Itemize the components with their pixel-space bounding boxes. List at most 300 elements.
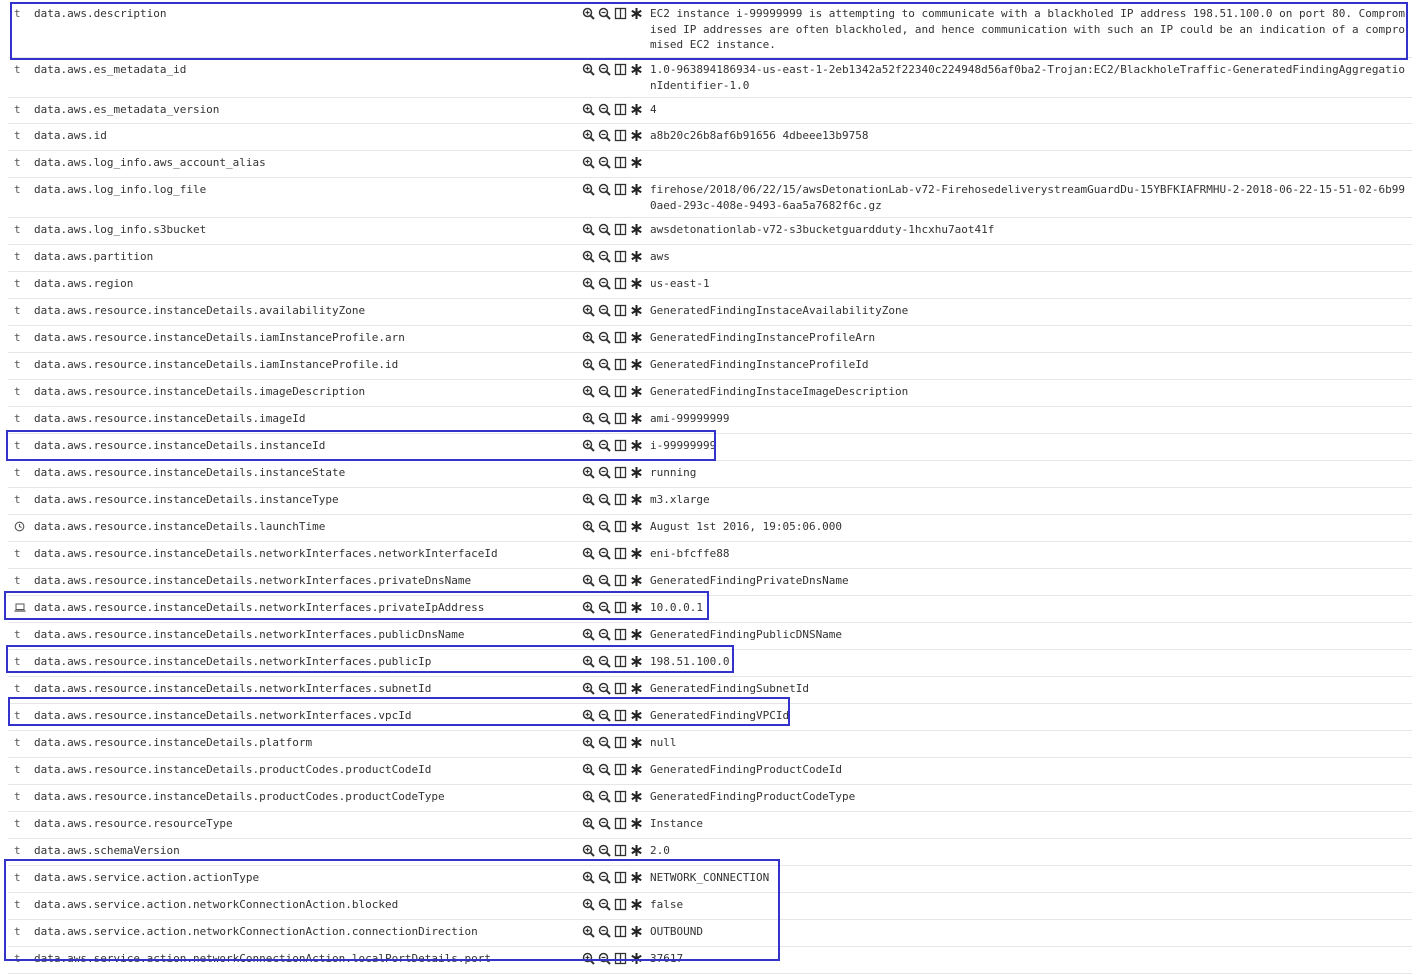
filter-for-value-icon[interactable] (582, 547, 595, 560)
filter-out-value-icon[interactable] (598, 250, 611, 263)
table-row (8, 218, 1412, 245)
field-type-cell (8, 596, 34, 618)
string-type-icon: t (14, 628, 21, 641)
filter-out-value-icon[interactable] (598, 385, 611, 398)
field-name: data.aws.log_info.log_file (34, 183, 207, 196)
field-name: data.aws.resource.instanceDetails.networkInterfaces.publicIp (34, 655, 432, 668)
filter-exists-icon[interactable] (630, 63, 643, 76)
field-type-cell (8, 124, 34, 144)
string-type-icon: t (14, 223, 21, 236)
field-value: EC2 instance i-99999999 is attempting to communicate with a blackholed IP address 198.51.100.0 on port 80. Compromised IP addresses are often blackholed, and hence communication with such an IP could be an indication of a compromised EC2 instance. (650, 7, 1405, 51)
filter-exists-icon[interactable] (630, 628, 643, 641)
field-type-cell (8, 380, 34, 400)
toggle-column-icon[interactable] (614, 763, 627, 776)
toggle-column-icon[interactable] (614, 304, 627, 317)
filter-out-value-icon[interactable] (598, 412, 611, 425)
filter-exists-icon[interactable] (630, 439, 643, 452)
string-type-icon: t (14, 331, 21, 344)
field-name: data.aws.log_info.s3bucket (34, 223, 207, 236)
toggle-column-icon[interactable] (614, 331, 627, 344)
filter-out-value-icon[interactable] (598, 223, 611, 236)
field-actions (582, 245, 650, 263)
field-actions (582, 542, 650, 560)
field-type-cell (8, 98, 34, 118)
field-value: GeneratedFindingSubnetId (650, 682, 809, 695)
field-type-cell (8, 920, 34, 940)
filter-for-value-icon[interactable] (582, 183, 595, 196)
filter-exists-icon[interactable] (630, 763, 643, 776)
table-row (8, 650, 1412, 677)
filter-for-value-icon[interactable] (582, 7, 595, 20)
table-row (8, 947, 1412, 974)
table-row (8, 677, 1412, 704)
filter-out-value-icon[interactable] (598, 493, 611, 506)
filter-out-value-icon[interactable] (598, 466, 611, 479)
field-value: ami-99999999 (650, 412, 730, 425)
field-actions (582, 407, 650, 425)
field-type-cell (8, 785, 34, 805)
string-type-icon: t (14, 385, 21, 398)
filter-exists-icon[interactable] (630, 250, 643, 263)
filter-exists-icon[interactable] (630, 520, 643, 533)
toggle-column-icon[interactable] (614, 412, 627, 425)
field-name: data.aws.resource.instanceDetails.availabilityZone (34, 304, 366, 317)
toggle-column-icon[interactable] (614, 466, 627, 479)
filter-exists-icon[interactable] (630, 129, 643, 142)
toggle-column-icon[interactable] (614, 223, 627, 236)
table-row (8, 488, 1412, 515)
field-actions (582, 704, 650, 722)
string-type-icon: t (14, 736, 21, 749)
table-row (8, 2, 1412, 58)
field-actions (582, 380, 650, 398)
filter-exists-icon[interactable] (630, 655, 643, 668)
table-row (8, 58, 1412, 98)
field-type-cell (8, 515, 34, 537)
field-value: firehose/2018/06/22/15/awsDetonationLab-v72-FirehosedeliverystreamGuardDu-15YBFKIAFRMHU-2-2018-06-22-15-51-02-6b990aed-293c-408e-9493-6aa5a7682f6c.gz (650, 183, 1405, 212)
field-name: data.aws.log_info.aws_account_alias (34, 156, 266, 169)
filter-for-value-icon[interactable] (582, 925, 595, 938)
filter-for-value-icon[interactable] (582, 103, 595, 116)
field-name: data.aws.resource.instanceDetails.instanceType (34, 493, 339, 506)
field-actions (582, 151, 650, 169)
filter-exists-icon[interactable] (630, 156, 643, 169)
toggle-column-icon[interactable] (614, 871, 627, 884)
filter-for-value-icon[interactable] (582, 304, 595, 317)
field-value: 37617 (650, 952, 684, 965)
filter-for-value-icon[interactable] (582, 129, 595, 142)
table-row (8, 461, 1412, 488)
string-type-icon: t (14, 547, 21, 560)
filter-exists-icon[interactable] (630, 358, 643, 371)
toggle-column-icon[interactable] (614, 250, 627, 263)
filter-for-value-icon[interactable] (582, 412, 595, 425)
filter-out-value-icon[interactable] (598, 682, 611, 695)
field-name: data.aws.service.action.networkConnectionAction.localPortDetails.port (34, 952, 491, 965)
filter-exists-icon[interactable] (630, 547, 643, 560)
field-actions (582, 461, 650, 479)
field-type-cell (8, 353, 34, 373)
filter-exists-icon[interactable] (630, 817, 643, 830)
toggle-column-icon[interactable] (614, 63, 627, 76)
field-name: data.aws.es_metadata_version (34, 103, 220, 116)
field-type-cell (8, 758, 34, 778)
string-type-icon: t (14, 763, 21, 776)
field-actions (582, 2, 650, 20)
table-row (8, 178, 1412, 218)
field-name: data.aws.resource.instanceDetails.productCodes.productCodeType (34, 790, 445, 803)
table-row (8, 434, 1412, 461)
filter-for-value-icon[interactable] (582, 493, 595, 506)
filter-exists-icon[interactable] (630, 871, 643, 884)
toggle-column-icon[interactable] (614, 790, 627, 803)
laptop-icon (14, 602, 26, 613)
string-type-icon: t (14, 439, 21, 452)
filter-out-value-icon[interactable] (598, 277, 611, 290)
filter-out-value-icon[interactable] (598, 898, 611, 911)
field-type-cell (8, 407, 34, 427)
filter-exists-icon[interactable] (630, 682, 643, 695)
filter-for-value-icon[interactable] (582, 358, 595, 371)
filter-exists-icon[interactable] (630, 493, 643, 506)
toggle-column-icon[interactable] (614, 655, 627, 668)
toggle-column-icon[interactable] (614, 7, 627, 20)
filter-exists-icon[interactable] (630, 709, 643, 722)
filter-exists-icon[interactable] (630, 183, 643, 196)
string-type-icon: t (14, 682, 21, 695)
table-row (8, 893, 1412, 920)
filter-out-value-icon[interactable] (598, 925, 611, 938)
filter-for-value-icon[interactable] (582, 898, 595, 911)
field-name: data.aws.resource.instanceDetails.platform (34, 736, 313, 749)
table-row (8, 353, 1412, 380)
field-actions (582, 326, 650, 344)
field-actions (582, 353, 650, 371)
toggle-column-icon[interactable] (614, 520, 627, 533)
table-row (8, 124, 1412, 151)
field-actions (582, 58, 650, 76)
filter-for-value-icon[interactable] (582, 250, 595, 263)
field-value: NETWORK_CONNECTION (650, 871, 770, 884)
field-type-cell (8, 623, 34, 643)
field-value: awsdetonationlab-v72-s3bucketguardduty-1hcxhu7aot41f (650, 223, 995, 236)
filter-exists-icon[interactable] (630, 223, 643, 236)
table-row (8, 272, 1412, 299)
field-value: GeneratedFindingProductCodeId (650, 763, 843, 776)
table-row (8, 326, 1412, 353)
filter-for-value-icon[interactable] (582, 763, 595, 776)
filter-exists-icon[interactable] (630, 331, 643, 344)
table-row (8, 515, 1412, 542)
field-name: data.aws.resource.instanceDetails.launchTime (34, 520, 326, 533)
field-name: data.aws.id (34, 129, 107, 142)
field-value: a8b20c26b8af6b91656 4dbeee13b9758 (650, 129, 869, 142)
field-type-cell (8, 677, 34, 697)
filter-for-value-icon[interactable] (582, 952, 595, 965)
string-type-icon: t (14, 898, 21, 911)
field-actions (582, 178, 650, 196)
toggle-column-icon[interactable] (614, 493, 627, 506)
filter-for-value-icon[interactable] (582, 439, 595, 452)
filter-out-value-icon[interactable] (598, 736, 611, 749)
filter-exists-icon[interactable] (630, 466, 643, 479)
field-name: data.aws.resource.instanceDetails.productCodes.productCodeId (34, 763, 432, 776)
field-type-cell (8, 650, 34, 670)
filter-for-value-icon[interactable] (582, 156, 595, 169)
filter-for-value-icon[interactable] (582, 466, 595, 479)
field-type-cell (8, 488, 34, 508)
toggle-column-icon[interactable] (614, 574, 627, 587)
filter-for-value-icon[interactable] (582, 736, 595, 749)
field-value: us-east-1 (650, 277, 710, 290)
field-value: GeneratedFindingInstaceImageDescription (650, 385, 909, 398)
string-type-icon: t (14, 466, 21, 479)
filter-for-value-icon[interactable] (582, 790, 595, 803)
field-actions (582, 866, 650, 884)
field-value: GeneratedFindingInstanceProfileId (650, 358, 869, 371)
table-row (8, 839, 1412, 866)
filter-out-value-icon[interactable] (598, 183, 611, 196)
table-row (8, 623, 1412, 650)
table-row (8, 758, 1412, 785)
table-row (8, 785, 1412, 812)
field-name: data.aws.resource.instanceDetails.networkInterfaces.networkInterfaceId (34, 547, 498, 560)
field-value: i-99999999 (650, 439, 717, 452)
string-type-icon: t (14, 156, 21, 169)
string-type-icon: t (14, 250, 21, 263)
filter-exists-icon[interactable] (630, 601, 643, 614)
field-type-cell (8, 326, 34, 346)
filter-out-value-icon[interactable] (598, 331, 611, 344)
field-actions (582, 731, 650, 749)
field-name: data.aws.resource.instanceDetails.instanceState (34, 466, 346, 479)
field-name: data.aws.partition (34, 250, 154, 263)
field-actions (582, 218, 650, 236)
field-value: false (650, 898, 684, 911)
field-value: null (650, 736, 677, 749)
filter-out-value-icon[interactable] (598, 129, 611, 142)
filter-out-value-icon[interactable] (598, 304, 611, 317)
field-value: GeneratedFindingProductCodeType (650, 790, 856, 803)
table-row (8, 731, 1412, 758)
string-type-icon: t (14, 709, 21, 722)
field-value: August 1st 2016, 19:05:06.000 (650, 520, 843, 533)
toggle-column-icon[interactable] (614, 925, 627, 938)
field-type-cell (8, 178, 34, 198)
field-actions (582, 650, 650, 668)
filter-exists-icon[interactable] (630, 844, 643, 857)
filter-out-value-icon[interactable] (598, 547, 611, 560)
filter-exists-icon[interactable] (630, 790, 643, 803)
filter-for-value-icon[interactable] (582, 817, 595, 830)
filter-exists-icon[interactable] (630, 385, 643, 398)
filter-out-value-icon[interactable] (598, 63, 611, 76)
field-value: GeneratedFindingPrivateDnsName (650, 574, 849, 587)
field-type-cell (8, 58, 34, 78)
filter-for-value-icon[interactable] (582, 682, 595, 695)
toggle-column-icon[interactable] (614, 103, 627, 116)
filter-exists-icon[interactable] (630, 7, 643, 20)
string-type-icon: t (14, 844, 21, 857)
field-actions (582, 677, 650, 695)
string-type-icon: t (14, 493, 21, 506)
field-name: data.aws.region (34, 277, 134, 290)
filter-for-value-icon[interactable] (582, 331, 595, 344)
field-actions (582, 785, 650, 803)
field-name: data.aws.resource.instanceDetails.iamInstanceProfile.id (34, 358, 399, 371)
filter-for-value-icon[interactable] (582, 871, 595, 884)
filter-out-value-icon[interactable] (598, 103, 611, 116)
field-value: 2.0 (650, 844, 670, 857)
field-type-cell (8, 2, 34, 22)
field-name: data.aws.resource.instanceDetails.imageDescription (34, 385, 366, 398)
field-type-cell (8, 731, 34, 751)
field-value: Instance (650, 817, 703, 830)
field-name: data.aws.es_metadata_id (34, 63, 187, 76)
field-name: data.aws.resource.instanceDetails.imageId (34, 412, 306, 425)
filter-out-value-icon[interactable] (598, 817, 611, 830)
filter-exists-icon[interactable] (630, 574, 643, 587)
filter-exists-icon[interactable] (630, 736, 643, 749)
field-actions (582, 299, 650, 317)
filter-out-value-icon[interactable] (598, 763, 611, 776)
filter-exists-icon[interactable] (630, 952, 643, 965)
string-type-icon: t (14, 183, 21, 196)
filter-out-value-icon[interactable] (598, 7, 611, 20)
string-type-icon: t (14, 925, 21, 938)
toggle-column-icon[interactable] (614, 385, 627, 398)
table-row (8, 569, 1412, 596)
string-type-icon: t (14, 103, 21, 116)
filter-out-value-icon[interactable] (598, 709, 611, 722)
filter-exists-icon[interactable] (630, 412, 643, 425)
string-type-icon: t (14, 655, 21, 668)
filter-out-value-icon[interactable] (598, 520, 611, 533)
field-type-cell (8, 218, 34, 238)
filter-out-value-icon[interactable] (598, 439, 611, 452)
toggle-column-icon[interactable] (614, 601, 627, 614)
field-type-cell (8, 893, 34, 913)
filter-for-value-icon[interactable] (582, 574, 595, 587)
toggle-column-icon[interactable] (614, 547, 627, 560)
filter-exists-icon[interactable] (630, 898, 643, 911)
toggle-column-icon[interactable] (614, 183, 627, 196)
table-row (8, 920, 1412, 947)
field-type-cell (8, 812, 34, 832)
filter-for-value-icon[interactable] (582, 385, 595, 398)
filter-out-value-icon[interactable] (598, 655, 611, 668)
filter-out-value-icon[interactable] (598, 871, 611, 884)
table-row (8, 151, 1412, 178)
field-name: data.aws.service.action.actionType (34, 871, 260, 884)
table-row (8, 380, 1412, 407)
filter-for-value-icon[interactable] (582, 223, 595, 236)
document-fields-table (8, 2, 1412, 974)
filter-out-value-icon[interactable] (598, 952, 611, 965)
filter-exists-icon[interactable] (630, 277, 643, 290)
field-name: data.aws.description (34, 7, 167, 20)
filter-out-value-icon[interactable] (598, 628, 611, 641)
field-value: 198.51.100.0 (650, 655, 730, 668)
toggle-column-icon[interactable] (614, 817, 627, 830)
toggle-column-icon[interactable] (614, 844, 627, 857)
filter-out-value-icon[interactable] (598, 790, 611, 803)
filter-for-value-icon[interactable] (582, 655, 595, 668)
filter-out-value-icon[interactable] (598, 601, 611, 614)
toggle-column-icon[interactable] (614, 156, 627, 169)
field-name: data.aws.schemaVersion (34, 844, 180, 857)
string-type-icon: t (14, 817, 21, 830)
field-value: running (650, 466, 697, 479)
filter-exists-icon[interactable] (630, 103, 643, 116)
field-type-cell (8, 434, 34, 454)
field-value: GeneratedFindingVPCId (650, 709, 790, 722)
field-actions (582, 839, 650, 857)
toggle-column-icon[interactable] (614, 952, 627, 965)
field-type-cell (8, 461, 34, 481)
toggle-column-icon[interactable] (614, 898, 627, 911)
filter-for-value-icon[interactable] (582, 63, 595, 76)
filter-for-value-icon[interactable] (582, 520, 595, 533)
string-type-icon: t (14, 129, 21, 142)
table-row (8, 704, 1412, 731)
filter-exists-icon[interactable] (630, 925, 643, 938)
filter-out-value-icon[interactable] (598, 844, 611, 857)
toggle-column-icon[interactable] (614, 129, 627, 142)
field-actions (582, 596, 650, 614)
field-actions (582, 434, 650, 452)
clock-icon (14, 521, 25, 532)
string-type-icon: t (14, 277, 21, 290)
field-actions (582, 812, 650, 830)
filter-out-value-icon[interactable] (598, 156, 611, 169)
field-name: data.aws.resource.resourceType (34, 817, 233, 830)
field-type-cell (8, 272, 34, 292)
table-row (8, 596, 1412, 623)
field-type-cell (8, 839, 34, 859)
filter-for-value-icon[interactable] (582, 628, 595, 641)
toggle-column-icon[interactable] (614, 709, 627, 722)
toggle-column-icon[interactable] (614, 358, 627, 371)
field-type-cell (8, 151, 34, 171)
toggle-column-icon[interactable] (614, 439, 627, 452)
filter-out-value-icon[interactable] (598, 358, 611, 371)
toggle-column-icon[interactable] (614, 736, 627, 749)
toggle-column-icon[interactable] (614, 682, 627, 695)
toggle-column-icon[interactable] (614, 628, 627, 641)
string-type-icon: t (14, 7, 21, 20)
filter-for-value-icon[interactable] (582, 844, 595, 857)
field-actions (582, 488, 650, 506)
field-name: data.aws.service.action.networkConnectionAction.connectionDirection (34, 925, 478, 938)
field-value: 4 (650, 103, 657, 116)
table-row (8, 98, 1412, 124)
filter-out-value-icon[interactable] (598, 574, 611, 587)
field-name: data.aws.resource.instanceDetails.instanceId (34, 439, 326, 452)
filter-for-value-icon[interactable] (582, 277, 595, 290)
string-type-icon: t (14, 358, 21, 371)
table-row (8, 812, 1412, 839)
filter-for-value-icon[interactable] (582, 601, 595, 614)
field-type-cell (8, 299, 34, 319)
filter-exists-icon[interactable] (630, 304, 643, 317)
field-name: data.aws.resource.instanceDetails.networkInterfaces.privateDnsName (34, 574, 472, 587)
string-type-icon: t (14, 790, 21, 803)
filter-for-value-icon[interactable] (582, 709, 595, 722)
toggle-column-icon[interactable] (614, 277, 627, 290)
field-value: GeneratedFindingInstaceAvailabilityZone (650, 304, 909, 317)
field-value: aws (650, 250, 670, 263)
